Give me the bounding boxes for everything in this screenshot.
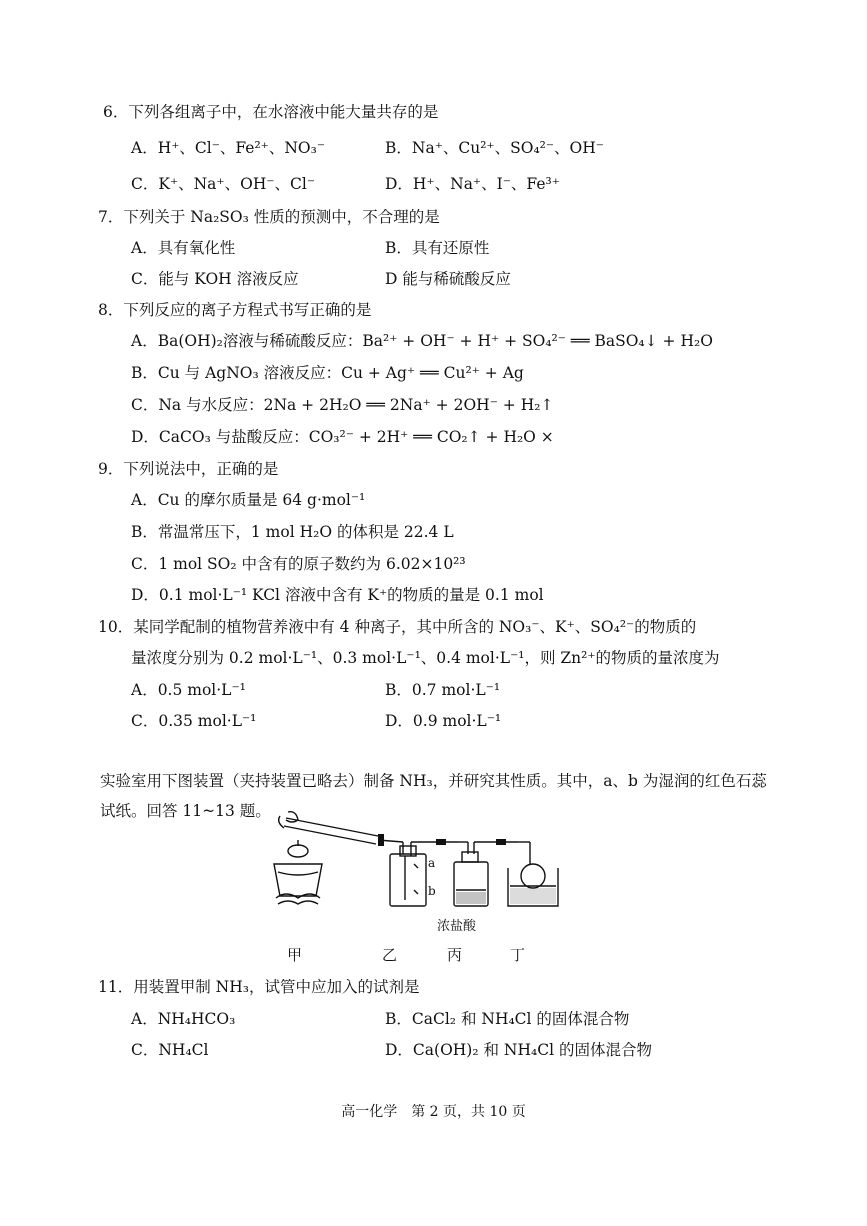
q11-option-d: D．Ca(OH)₂ 和 NH₄Cl 的固体混合物 bbox=[385, 1041, 652, 1059]
test-paper-a-label: a bbox=[428, 856, 436, 870]
q10-option-b: B．0.7 mol·L⁻¹ bbox=[385, 681, 501, 699]
q9-option-d: D．0.1 mol·L⁻¹ KCl 溶液中含有 K⁺的物质的量是 0.1 mol bbox=[131, 586, 544, 604]
apparatus-bing-label: 丙 bbox=[447, 946, 463, 964]
apparatus-figure bbox=[268, 806, 568, 918]
q6-option-c: C．K⁺、Na⁺、OH⁻、Cl⁻ bbox=[131, 175, 316, 193]
q11-stem: 11．用装置甲制 NH₃，试管中应加入的试剂是 bbox=[98, 978, 420, 996]
q6-option-d: D．H⁺、Na⁺、I⁻、Fe³⁺ bbox=[385, 175, 560, 193]
q8-stem: 8．下列反应的离子方程式书写正确的是 bbox=[98, 301, 372, 319]
q9-option-b: B．常温常压下，1 mol H₂O 的体积是 22.4 L bbox=[131, 523, 454, 541]
q11-option-c: C．NH₄Cl bbox=[131, 1041, 209, 1059]
apparatus-yi bbox=[390, 842, 458, 906]
apparatus-jia-label: 甲 bbox=[287, 946, 303, 964]
q10-option-a: A．0.5 mol·L⁻¹ bbox=[131, 681, 246, 699]
q6-stem: 6．下列各组离子中，在水溶液中能大量共存的是 bbox=[103, 103, 439, 121]
q11-option-a: A．NH₄HCO₃ bbox=[131, 1010, 236, 1028]
q10-option-d: D．0.9 mol·L⁻¹ bbox=[385, 712, 502, 730]
page-footer: 高一化学 第 2 页，共 10 页 bbox=[341, 1104, 526, 1120]
test-paper-b-label: b bbox=[428, 884, 436, 898]
q7-option-d: D 能与稀硫酸反应 bbox=[385, 270, 511, 288]
apparatus-jia bbox=[274, 812, 403, 904]
q9-option-a: A．Cu 的摩尔质量是 64 g·mol⁻¹ bbox=[131, 491, 366, 509]
q10-stem-line1: 10．某同学配制的植物营养液中有 4 种离子，其中所含的 NO₃⁻、K⁺、SO₄²⁻的物质的 bbox=[98, 618, 697, 636]
q8-option-b: B．Cu 与 AgNO₃ 溶液反应：Cu + Ag⁺ ══ Cu²⁺ + Ag bbox=[131, 364, 524, 382]
q7-option-b: B．具有还原性 bbox=[385, 239, 490, 257]
q8-option-c: C．Na 与水反应：2Na + 2H₂O ══ 2Na⁺ + 2OH⁻ + H₂↑ bbox=[131, 396, 554, 414]
q9-stem: 9．下列说法中，正确的是 bbox=[98, 460, 279, 478]
q7-option-c: C．能与 KOH 溶液反应 bbox=[131, 270, 299, 288]
apparatus-ding-label: 丁 bbox=[510, 946, 526, 964]
q9-option-c: C．1 mol SO₂ 中含有的原子数约为 6.02×10²³ bbox=[131, 555, 466, 573]
conc-hcl-label: 浓盐酸 bbox=[437, 919, 477, 934]
intro-line2: 试纸。回答 11~13 题。 bbox=[100, 802, 271, 820]
q10-option-c: C．0.35 mol·L⁻¹ bbox=[131, 712, 257, 730]
apparatus-drawing bbox=[268, 806, 568, 918]
q8-option-a: A．Ba(OH)₂溶液与稀硫酸反应：Ba²⁺ + OH⁻ + H⁺ + SO₄²⁻ ══ BaSO₄↓ + H₂O bbox=[131, 332, 713, 350]
q7-stem: 7．下列关于 Na₂SO₃ 性质的预测中，不合理的是 bbox=[98, 208, 440, 226]
q6-option-a: A．H⁺、Cl⁻、Fe²⁺、NO₃⁻ bbox=[131, 139, 326, 157]
q6-option-b: B．Na⁺、Cu²⁺、SO₄²⁻、OH⁻ bbox=[385, 139, 604, 157]
q11-option-b: B．CaCl₂ 和 NH₄Cl 的固体混合物 bbox=[385, 1010, 630, 1028]
apparatus-yi-label: 乙 bbox=[382, 946, 398, 964]
q10-stem-line2: 量浓度分别为 0.2 mol·L⁻¹、0.3 mol·L⁻¹、0.4 mol·L⁻¹，则 Zn²⁺的物质的量浓度为 bbox=[131, 649, 720, 667]
q8-option-d: D．CaCO₃ 与盐酸反应：CO₃²⁻ + 2H⁺ ══ CO₂↑ + H₂O × bbox=[131, 428, 554, 446]
intro-line1: 实验室用下图装置（夹持装置已略去）制备 NH₃，并研究其性质。其中，a、b 为湿润的红色石蕊 bbox=[100, 772, 767, 790]
q7-option-a: A．具有氧化性 bbox=[131, 239, 236, 257]
